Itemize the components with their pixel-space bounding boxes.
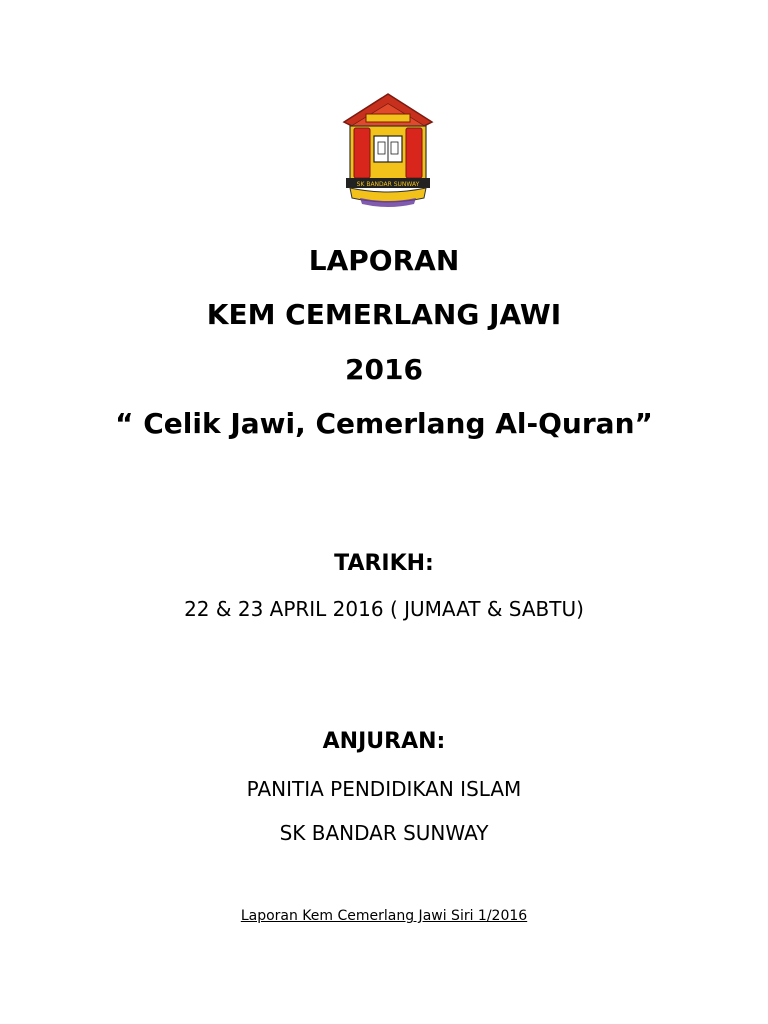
organizer-school: SK BANDAR SUNWAY (279, 821, 489, 845)
date-heading: TARIKH: (334, 551, 434, 576)
date-value: 22 & 23 APRIL 2016 ( JUMAAT & SABTU) (184, 597, 584, 621)
school-crest-icon (336, 92, 440, 210)
crest-caption: SK BANDAR SUNWAY (356, 181, 420, 188)
report-year: 2016 (345, 353, 423, 386)
organizer-heading: ANJURAN: (322, 729, 446, 754)
camp-slogan: “ Celik Jawi, Cemerlang Al-Quran” (115, 407, 653, 440)
organizer-panel: PANITIA PENDIDIKAN ISLAM (246, 777, 522, 801)
footer-note: Laporan Kem Cemerlang Jawi Siri 1/2016 (240, 908, 528, 924)
report-title: LAPORAN (308, 244, 460, 277)
camp-name: KEM CEMERLANG JAWI (206, 298, 562, 331)
